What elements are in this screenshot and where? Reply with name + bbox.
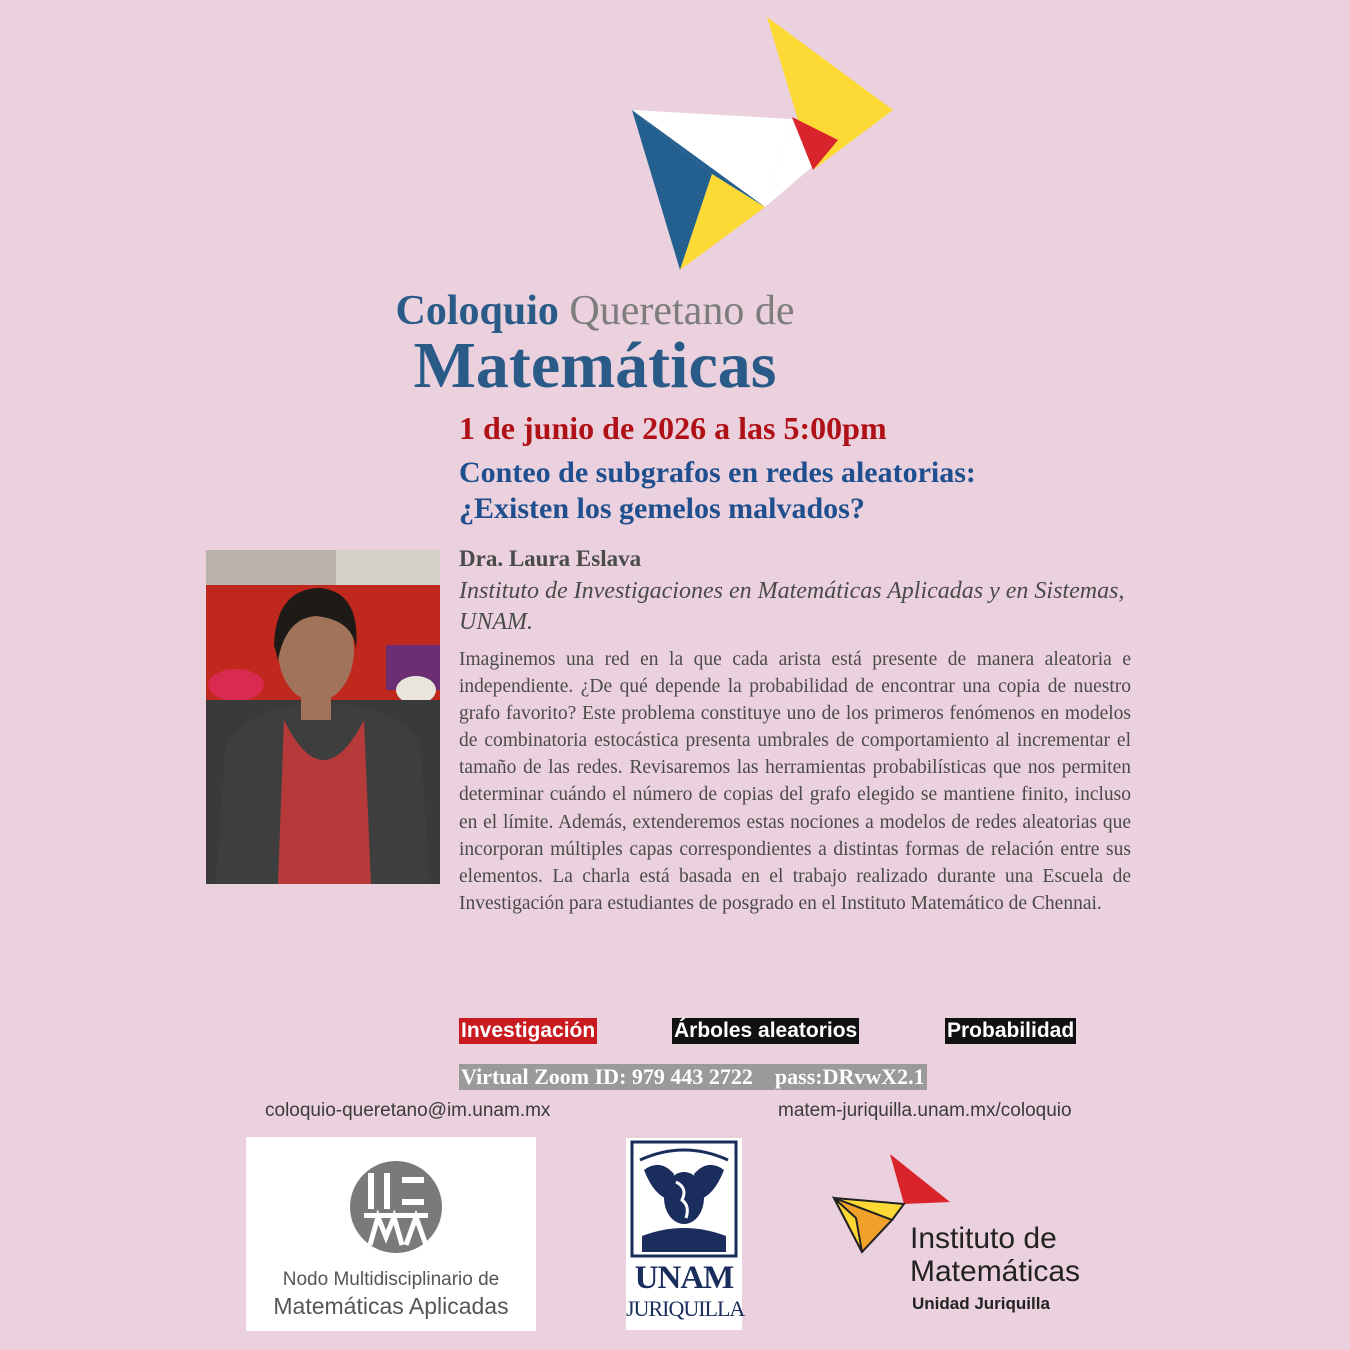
im-label-line3: Unidad Juriquilla: [912, 1294, 1050, 1313]
unam-logo: [626, 1138, 745, 1330]
talk-abstract: Imaginemos una red en la que cada arista está presente de manera aleatoria e independiente. ¿De qué depende la probabilidad de encontrar una copia de nuestro grafo favorito? Este problema constituye uno de los primeros fenómenos en modelos de combinatoria estocástica presenta umbrales de comportamiento al incrementar el tamaño de las redes. Revisaremos las herramientas probabilísticas que nos permiten determinar cuándo el número de copias del grafo elegido se mantiene finito, incluso en el límite. Además, extenderemos estas nociones a modelos de redes aleatorias que incorporan múltiples capas correspondientes a distintas formas de relación entre sus elementos. La charla está basada en el trabajo realizado durante una Escuela de Investigación para estudiantes de posgrado en el Instituto Matemático de Chennai.: [459, 649, 1131, 914]
series-title-line1: [0, 288, 1270, 334]
im-label-line1: Instituto de: [910, 1222, 1057, 1255]
series-title-line2: Matemáticas: [413, 329, 777, 402]
talk-title-line2: ¿Existen los gemelos malvados?: [459, 492, 865, 525]
coloquio-logo: [620, 12, 910, 277]
nomma-emblem-icon: [350, 1155, 442, 1259]
im-label-line2: Matemáticas: [910, 1255, 1081, 1288]
contact-email[interactable]: coloquio-queretano@im.unam.mx: [265, 1100, 551, 1121]
speaker-name: Dra. Laura Eslava: [459, 546, 642, 571]
title-word-coloquio: Coloquio: [395, 288, 559, 334]
unam-crest-icon: [630, 1140, 738, 1258]
talk-title-line1: Conteo de subgrafos en redes aleatorias:: [459, 456, 976, 489]
nomma-logo: [246, 1137, 536, 1331]
talk-title: [459, 455, 1159, 527]
nomma-label-line1: Nodo Multidisciplinario de: [282, 1269, 500, 1290]
speaker-affiliation: Instituto de Investigaciones en Matemáticas Aplicadas y en Sistemas, UNAM.: [459, 578, 1125, 635]
tag-arboles-aleatorios: Árboles aleatorios: [674, 1019, 858, 1042]
speaker-photo: [206, 550, 440, 884]
zoom-info: Virtual Zoom ID: 979 443 2722 pass:DRvwX2.1: [461, 1064, 925, 1089]
unam-label: UNAM: [634, 1260, 734, 1296]
tag-probabilidad: Probabilidad: [947, 1019, 1075, 1042]
event-date: 1 de junio de 2026 a las 5:00pm: [459, 410, 887, 446]
nomma-label-line2: Matemáticas Aplicadas: [273, 1293, 509, 1319]
tag-investigacion: Investigación: [461, 1019, 596, 1042]
contact-website[interactable]: matem-juriquilla.unam.mx/coloquio: [778, 1100, 1072, 1121]
title-word-queretano: Queretano de: [569, 288, 795, 334]
juriquilla-label: JURIQUILLA: [626, 1296, 745, 1321]
